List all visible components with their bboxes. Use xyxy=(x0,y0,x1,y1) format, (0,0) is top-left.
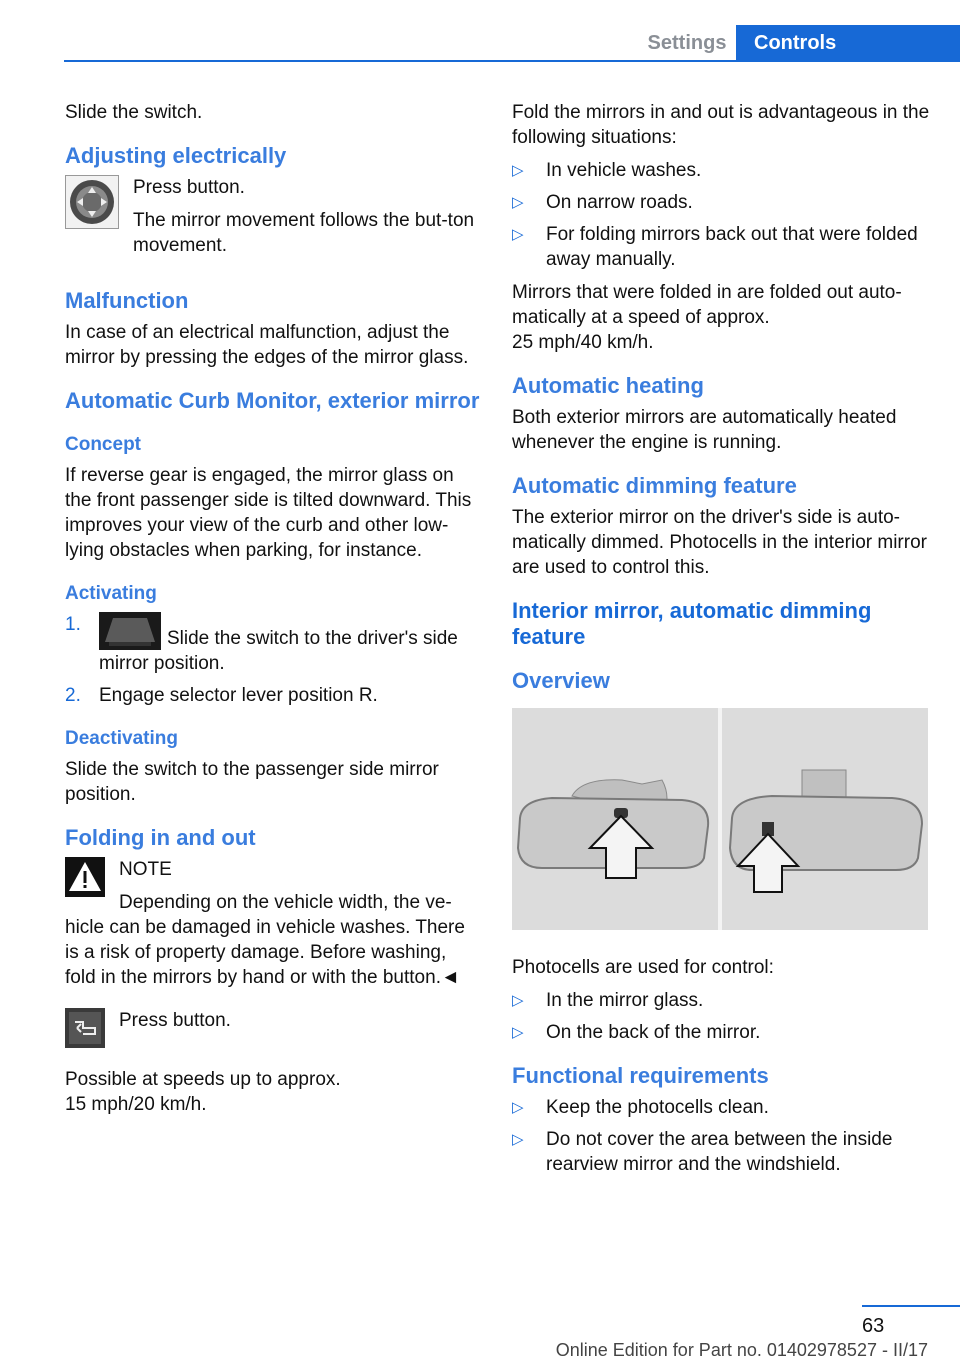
list-item: ▷ On narrow roads. xyxy=(512,192,693,213)
malfunction-heading: Malfunction xyxy=(65,288,189,313)
curb-monitor-heading: Automatic Curb Monitor, exterior mirror xyxy=(65,388,480,413)
adjusting-line1: Press button. xyxy=(133,177,245,198)
intro-text: Slide the switch. xyxy=(65,102,203,123)
adjusting-line2: The mirror movement follows the but-ton movement. xyxy=(133,210,475,256)
adjusting-row xyxy=(65,175,481,266)
fold-auto-text2: 25 mph/40 km/h. xyxy=(512,332,654,353)
photocells-intro: Photocells are used for control: xyxy=(512,957,774,978)
note-block xyxy=(65,857,481,990)
bullet-triangle-icon: ▷ xyxy=(512,226,524,243)
press-button-text: Press button. xyxy=(119,1010,231,1031)
speed-text2: 15 mph/20 km/h. xyxy=(65,1094,207,1115)
deactivating-heading: Deactivating xyxy=(65,728,178,749)
mirror-switch-icon xyxy=(99,612,161,650)
bullet-triangle-icon: ▷ xyxy=(512,1099,524,1116)
heating-heading: Automatic heating xyxy=(512,373,704,398)
dimming-text: The exterior mirror on the driver's side is auto-matically dimmed. Photocells in the interior mirror are used to control this. xyxy=(512,507,927,578)
tab-settings[interactable]: Settings xyxy=(647,32,727,54)
page-number: 63 xyxy=(862,1315,885,1337)
dimming-heading: Automatic dimming feature xyxy=(512,473,797,498)
photocells-list xyxy=(512,988,930,1045)
fold-mirror-button-icon xyxy=(65,1008,105,1055)
interior-mirror-heading: Interior mirror, automatic dimming feature xyxy=(512,598,872,649)
step-text: Engage selector lever position R. xyxy=(99,685,378,706)
bullet-triangle-icon: ▷ xyxy=(512,1024,524,1041)
interior-mirror-figure xyxy=(512,708,928,930)
concept-heading: Concept xyxy=(65,434,141,455)
requirements-list xyxy=(512,1095,930,1177)
step-number: 1. xyxy=(65,614,81,635)
list-item: ▷ Do not cover the area between the inside rearview mirror and the windshield. xyxy=(512,1129,893,1175)
bullet-triangle-icon: ▷ xyxy=(512,1131,524,1148)
right-column xyxy=(512,100,930,1185)
activating-heading: Activating xyxy=(65,583,157,604)
malfunction-text: In case of an electrical malfunction, adjust the mirror by pressing the edges of the mirror glass. xyxy=(65,322,469,368)
fold-button-row xyxy=(65,1008,481,1055)
mirror-adjust-button-icon xyxy=(65,175,119,236)
left-column xyxy=(65,100,481,1125)
activating-steps xyxy=(65,612,481,708)
fold-situations-list xyxy=(512,158,930,272)
footer-rule xyxy=(862,1305,960,1307)
tab-controls[interactable]: Controls xyxy=(736,25,960,61)
folding-heading: Folding in and out xyxy=(65,825,256,850)
list-item xyxy=(65,612,481,676)
list-item xyxy=(65,683,481,708)
concept-text: If reverse gear is engaged, the mirror glass on the front passenger side is tilted downward. This improves your view of the curb and other low-lying obstacles when parking, for instance. xyxy=(65,465,472,561)
bullet-triangle-icon: ▷ xyxy=(512,992,524,1009)
step-number: 2. xyxy=(65,685,81,706)
adjusting-heading: Adjusting electrically xyxy=(65,143,287,168)
requirements-heading: Functional requirements xyxy=(512,1063,769,1088)
list-item: ▷ For folding mirrors back out that were folded away manually. xyxy=(512,224,918,270)
list-item: ▷ Keep the photocells clean. xyxy=(512,1097,769,1118)
header-rule xyxy=(64,60,960,62)
header-tabs xyxy=(636,25,960,61)
bullet-triangle-icon: ▷ xyxy=(512,194,524,211)
list-item: ▷ In vehicle washes. xyxy=(512,160,702,181)
overview-heading: Overview xyxy=(512,668,610,693)
note-label: NOTE xyxy=(119,859,172,880)
warning-icon xyxy=(65,857,105,904)
bullet-triangle-icon: ▷ xyxy=(512,162,524,179)
note-text: Depending on the vehicle width, the ve-hicle can be damaged in vehicle washes. There is a risk of property damage. Before washing, fold in the mirrors by hand or with the button.◄ xyxy=(65,892,465,988)
list-item: ▷ On the back of the mirror. xyxy=(512,1022,761,1043)
step-text: Slide the switch to the driver's side mirror position. xyxy=(99,628,458,674)
deactivating-text: Slide the switch to the passenger side mirror position. xyxy=(65,759,439,805)
fold-intro: Fold the mirrors in and out is advantageous in the following situations: xyxy=(512,102,930,148)
list-item: ▷ In the mirror glass. xyxy=(512,990,704,1011)
fold-auto-text1: Mirrors that were folded in are folded out auto-matically at a speed of approx. xyxy=(512,282,902,328)
speed-text1: Possible at speeds up to approx. xyxy=(65,1069,341,1090)
edition-text: Online Edition for Part no. 01402978527 - II/17 xyxy=(555,1340,928,1360)
heating-text: Both exterior mirrors are automatically heated whenever the engine is running. xyxy=(512,407,897,453)
